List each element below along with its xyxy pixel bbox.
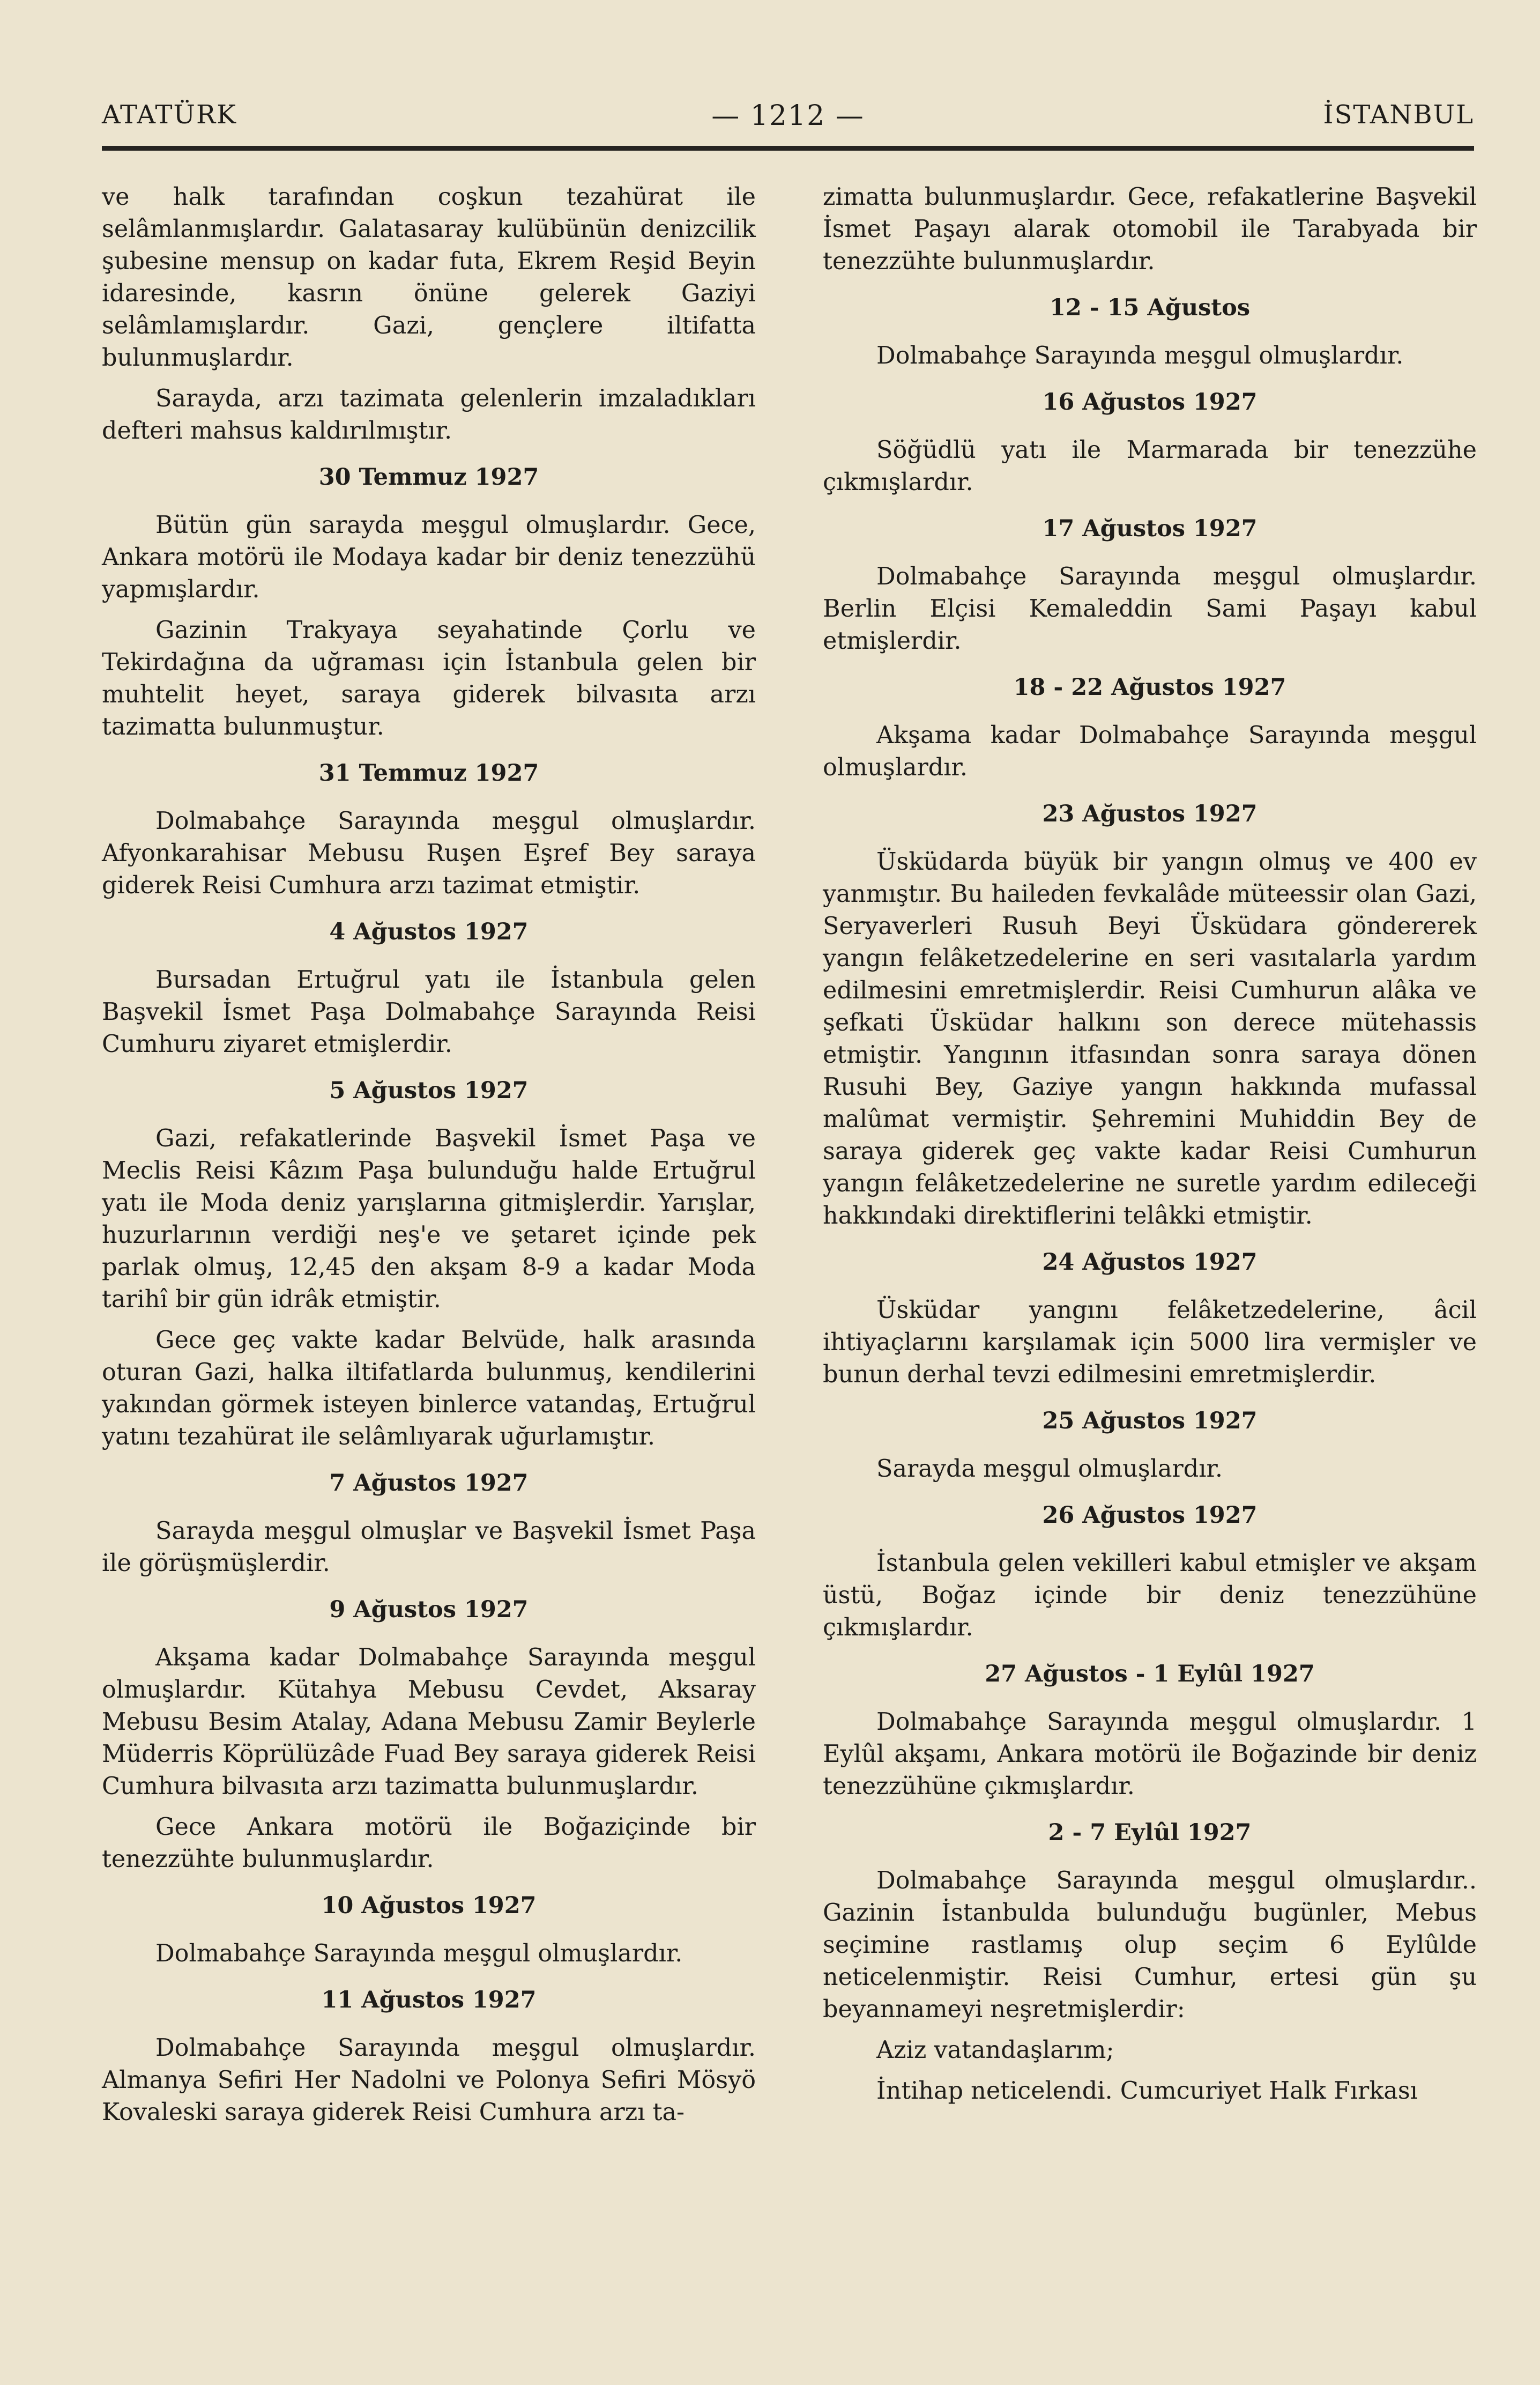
page-header xyxy=(102,97,1474,145)
date-heading: 30 Temmuz 1927 xyxy=(318,464,539,491)
date-heading: 27 Ağustos - 1 Eylûl 1927 xyxy=(985,1661,1315,1687)
paragraph: Akşama kadar Dolmabahçe Sarayında meşgul olmuşlardır. xyxy=(823,722,1477,781)
date-heading: 9 Ağustos 1927 xyxy=(329,1596,529,1623)
paragraph: Gece Ankara motörü ile Boğaziçinde bir tenezzühte bulunmuşlardır. xyxy=(102,1813,756,1873)
date-heading: 17 Ağustos 1927 xyxy=(1042,515,1258,542)
paragraph: Gazi, refakatlerinde Başvekil İsmet Paşa ve Meclis Reisi Kâzım Paşa bulunduğu halde Ertuğrul yatı ile Moda deniz yarışlarına gitmişlerdir. Yarışlar, huzurlarının verdiği neş'e ve şetaret içinde pek parlak olmuş, 12,45 den akşam 8-9 a kadar Moda tarihî bir gün idrâk etmiştir. xyxy=(102,1125,756,1313)
paragraph: Söğüdlü yatı ile Marmarada bir tenezzühe çıkmışlardır. xyxy=(823,436,1477,496)
paragraph: Bursadan Ertuğrul yatı ile İstanbula gelen Başvekil İsmet Paşa Dolmabahçe Sarayında Reisi Cumhuru ziyaret etmişlerdir. xyxy=(102,966,756,1058)
paragraph: ve halk tarafından coşkun tezahürat ile selâmlanmışlardır. Galatasaray kulübünün denizcilik şubesine mensup on kadar futa, Ekrem Reşid Beyin idaresinde, kasrın önüne gelerek Gaziyi selâmlamışlardır. Gazi, gençlere iltifatta bulunmuşlardır. xyxy=(102,183,756,372)
right-column xyxy=(823,181,1477,2116)
date-heading: 10 Ağustos 1927 xyxy=(321,1892,537,1919)
paragraph: Sarayda, arzı tazimata gelenlerin imzaladıkları defteri mahsus kaldırılmıştır. xyxy=(102,385,756,445)
paragraph: Bütün gün sarayda meşgul olmuşlardır. Gece, Ankara motörü ile Modaya kadar bir deniz tenezzühü yapmışlardır. xyxy=(102,512,756,603)
paragraph: İstanbula gelen vekilleri kabul etmişler ve akşam üstü, Boğaz içinde bir deniz tenezzühüne çıkmışlardır. xyxy=(823,1550,1477,1641)
paragraph: Dolmabahçe Sarayında meşgul olmuşlardır. xyxy=(876,342,1404,369)
left-column xyxy=(102,181,756,2137)
date-heading: 4 Ağustos 1927 xyxy=(329,919,529,945)
paragraph: Üsküdarda büyük bir yangın olmuş ve 400 ev yanmıştır. Bu haileden fevkalâde müteessir olan Gazi, Seryaverleri Rusuh Beyi Üsküdara göndererek yangın felâketzedelerine en seri vasıtalarla yardım edilmesini emretmişlerdir. Reisi Cumhurun alâka ve şefkati Üsküdar halkını son derece mütehassis etmiştir. Yangının itfasından sonra saraya dönen Rusuhi Bey, Gaziye yangın hakkında mufassal malûmat vermiştir. Şehremini Muhiddin Bey de saraya giderek geç vakte kadar Reisi Cumhurun yangın felâketzedelerine ne suretle yardım edileceği hakkındaki direktiflerini telâkki etmiştir. xyxy=(823,848,1477,1229)
date-heading: 5 Ağustos 1927 xyxy=(329,1077,529,1104)
paragraph: Sarayda meşgul olmuşlar ve Başvekil İsmet Paşa ile görüşmüşlerdir. xyxy=(102,1517,756,1577)
paragraph: Dolmabahçe Sarayında meşgul olmuşlardır. Berlin Elçisi Kemaleddin Sami Paşayı kabul etmişlerdir. xyxy=(823,563,1477,655)
page-number: — 1212 — xyxy=(711,100,865,132)
paragraph: Dolmabahçe Sarayında meşgul olmuşlardır.. Gazinin İstanbulda bulunduğu bugünler, Mebus seçimine rastlamış olup seçim 6 Eylûlde neticelenmiştir. Reisi Cumhur, ertesi gün şu beyannameyi neşretmişlerdir: xyxy=(823,1867,1477,2023)
running-head-left: ATATÜRK xyxy=(102,100,237,130)
paragraph: Dolmabahçe Sarayında meşgul olmuşlardır. xyxy=(155,1940,683,1967)
date-heading: 16 Ağustos 1927 xyxy=(1042,389,1258,416)
date-heading: 7 Ağustos 1927 xyxy=(329,1470,529,1497)
paragraph: zimatta bulunmuşlardır. Gece, refakatlerine Başvekil İsmet Paşayı alarak otomobil ile Tarabyada bir tenezzühte bulunmuşlardır. xyxy=(823,183,1477,275)
date-heading: 12 - 15 Ağustos xyxy=(1049,294,1251,321)
date-heading: 26 Ağustos 1927 xyxy=(1042,1502,1258,1529)
date-heading: 24 Ağustos 1927 xyxy=(1042,1249,1258,1276)
paragraph: Gece geç vakte kadar Belvüde, halk arasında oturan Gazi, halka iltifatlarda bulunmuş, kendilerini yakından görmek isteyen binlerce vatandaş, Ertuğrul yatını tezahürat ile selâmlıyarak uğurlamıştır. xyxy=(102,1327,756,1450)
paragraph: Dolmabahçe Sarayında meşgul olmuşlardır. Almanya Sefiri Her Nadolni ve Polonya Sefiri Mösyö Kovaleski saraya giderek Reisi Cumhura arzı ta- xyxy=(102,2034,756,2126)
running-head-right: İSTANBUL xyxy=(1323,100,1474,130)
date-heading: 23 Ağustos 1927 xyxy=(1042,801,1258,827)
paragraph: Dolmabahçe Sarayında meşgul olmuşlardır. 1 Eylûl akşamı, Ankara motörü ile Boğazinde bir deniz tenezzühüne çıkmışlardır. xyxy=(823,1708,1477,1800)
date-heading: 31 Temmuz 1927 xyxy=(318,760,539,787)
paragraph: Dolmabahçe Sarayında meşgul olmuşlardır. Afyonkarahisar Mebusu Ruşen Eşref Bey saraya giderek Reisi Cumhura arzı tazimat etmiştir. xyxy=(102,808,756,899)
paragraph: Akşama kadar Dolmabahçe Sarayında meşgul olmuşlardır. Kütahya Mebusu Cevdet, Aksaray Mebusu Besim Atalay, Adana Mebusu Zamir Beylerle Müderris Köprülüzâde Fuad Bey saraya giderek Reisi Cumhura bilvasıta arzı tazimatta bulunmuşlardır. xyxy=(102,1644,756,1800)
paragraph: Sarayda meşgul olmuşlardır. xyxy=(876,1455,1223,1483)
header-rule xyxy=(102,146,1474,151)
date-heading: 11 Ağustos 1927 xyxy=(321,1987,537,2013)
paragraph: Gazinin Trakyaya seyahatinde Çorlu ve Tekirdağına da uğraması için İstanbula gelen bir muhtelit heyet, saraya giderek bilvasıta arzı tazimatta bulunmuştur. xyxy=(102,617,756,740)
paragraph: Aziz vatandaşlarım; xyxy=(876,2036,1114,2064)
date-heading: 18 - 22 Ağustos 1927 xyxy=(1013,674,1286,701)
date-heading: 25 Ağustos 1927 xyxy=(1042,1408,1258,1434)
date-heading: 2 - 7 Eylûl 1927 xyxy=(1048,1819,1252,1846)
paragraph: Üsküdar yangını felâketzedelerine, âcil ihtiyaçlarını karşılamak için 5000 lira vermişler ve bunun derhal tevzi edilmesini emretmişlerdir. xyxy=(823,1297,1477,1388)
paragraph: İntihap neticelendi. Cumcuriyet Halk Fırkası xyxy=(876,2077,1418,2105)
